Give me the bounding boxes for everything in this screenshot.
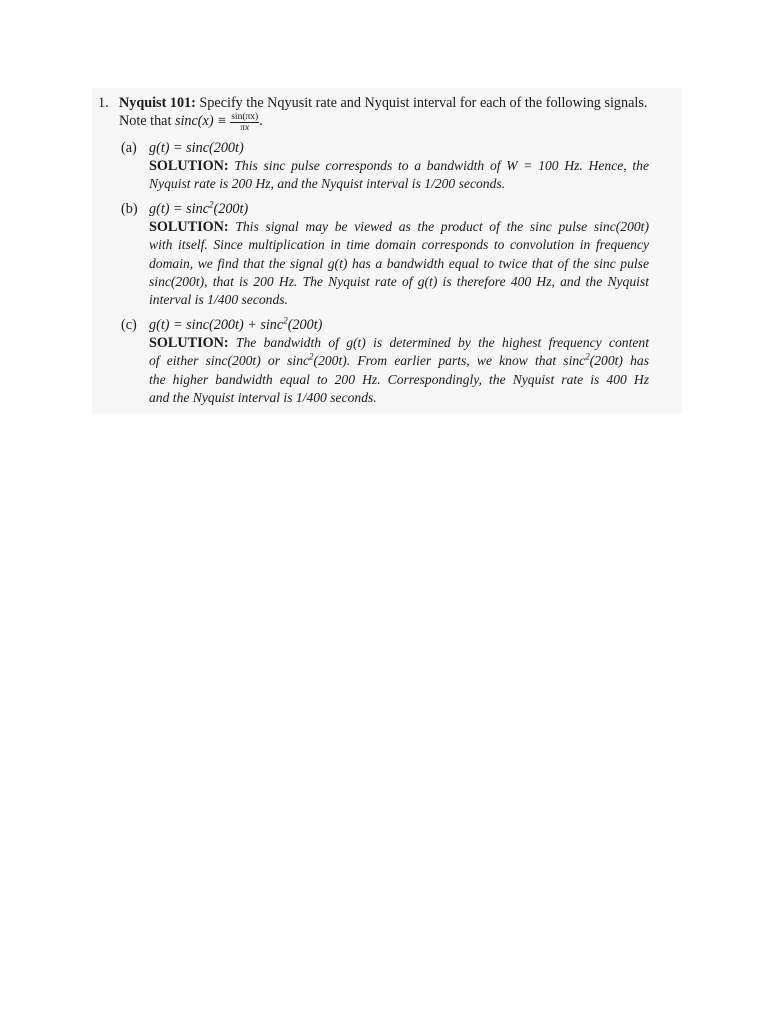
fraction-denominator: πx xyxy=(240,123,250,133)
solution-label: SOLUTION: xyxy=(149,218,229,235)
note-suffix: . xyxy=(259,113,263,129)
part-a-label: (a) xyxy=(121,140,137,156)
solution-line: sinc(200t), that is 200 Hz. The Nyquist rate of g(t) is therefore 400 Hz, and the Nyquist xyxy=(149,274,649,290)
part-b-eq-sup: 2 xyxy=(209,199,214,210)
line-segment: of either sinc(200t) or sinc xyxy=(149,353,310,369)
part-a-equation: g(t) = sinc(200t) xyxy=(149,140,244,156)
fraction-numerator: sin(πx) xyxy=(231,112,259,122)
part-c-label: (c) xyxy=(121,316,137,333)
part-b-eq-post: (200t) xyxy=(213,200,249,217)
sinc-fraction xyxy=(230,112,259,133)
problem-1 xyxy=(98,94,658,407)
problem-statement xyxy=(98,94,658,112)
problem-note xyxy=(98,112,658,133)
part-c-eq-post: (200t) xyxy=(287,316,323,333)
solution-line xyxy=(149,218,649,236)
note-prefix: Note that xyxy=(119,113,175,129)
part-b-label: (b) xyxy=(121,200,138,217)
problem-number: 1. xyxy=(98,95,109,111)
solution-line: interval is 1/400 seconds. xyxy=(149,292,288,308)
solution-label: SOLUTION: xyxy=(149,158,229,174)
part-b-solution xyxy=(98,218,658,310)
part-c-eq-sup: 2 xyxy=(283,315,288,326)
part-a xyxy=(98,139,658,194)
superscript: 2 xyxy=(309,351,314,362)
solution-text: This sinc pulse corresponds to a bandwidth of W = 100 Hz. Hence, the xyxy=(228,158,649,173)
part-b-heading xyxy=(98,200,658,218)
part-c-heading xyxy=(98,316,658,334)
solution-label: SOLUTION: xyxy=(149,334,229,351)
solution-text: This signal may be viewed as the product of the sinc pulse sinc(200t) xyxy=(228,218,649,234)
part-b xyxy=(98,200,658,310)
solution-line xyxy=(149,157,649,175)
superscript: 2 xyxy=(585,351,590,362)
problem-title: Nyquist 101: xyxy=(119,95,196,111)
note-lhs: sinc(x) ≡ xyxy=(174,113,231,129)
solution-line: domain, we find that the signal g(t) has a bandwidth equal to twice that of the sinc pulse xyxy=(149,255,649,271)
part-a-solution xyxy=(98,157,658,194)
part-a-heading xyxy=(98,139,658,157)
solution-line xyxy=(149,352,649,370)
solution-text: The bandwidth of g(t) is determined by the highest frequency content xyxy=(228,334,649,350)
part-b-eq-pre: g(t) = sinc xyxy=(149,200,210,217)
part-c-eq-pre: g(t) = sinc(200t) + sinc xyxy=(149,316,284,333)
line-segment: (200t). From earlier parts, we know that sinc xyxy=(313,353,586,369)
solution-line: and the Nyquist interval is 1/400 seconds. xyxy=(149,390,377,406)
solution-line xyxy=(149,334,649,352)
part-c xyxy=(98,316,658,408)
solution-line: with itself. Since multiplication in time domain corresponds to convolution in frequency xyxy=(149,237,649,253)
part-c-solution xyxy=(98,334,658,408)
solution-line: the higher bandwidth equal to 200 Hz. Correspondingly, the Nyquist rate is 400 Hz xyxy=(149,371,649,387)
solution-line: Nyquist rate is 200 Hz, and the Nyquist interval is 1/200 seconds. xyxy=(149,176,506,192)
problem-text: Specify the Nqyusit rate and Nyquist interval for each of the following signals. xyxy=(195,95,648,111)
line-segment: (200t) has xyxy=(589,353,649,369)
